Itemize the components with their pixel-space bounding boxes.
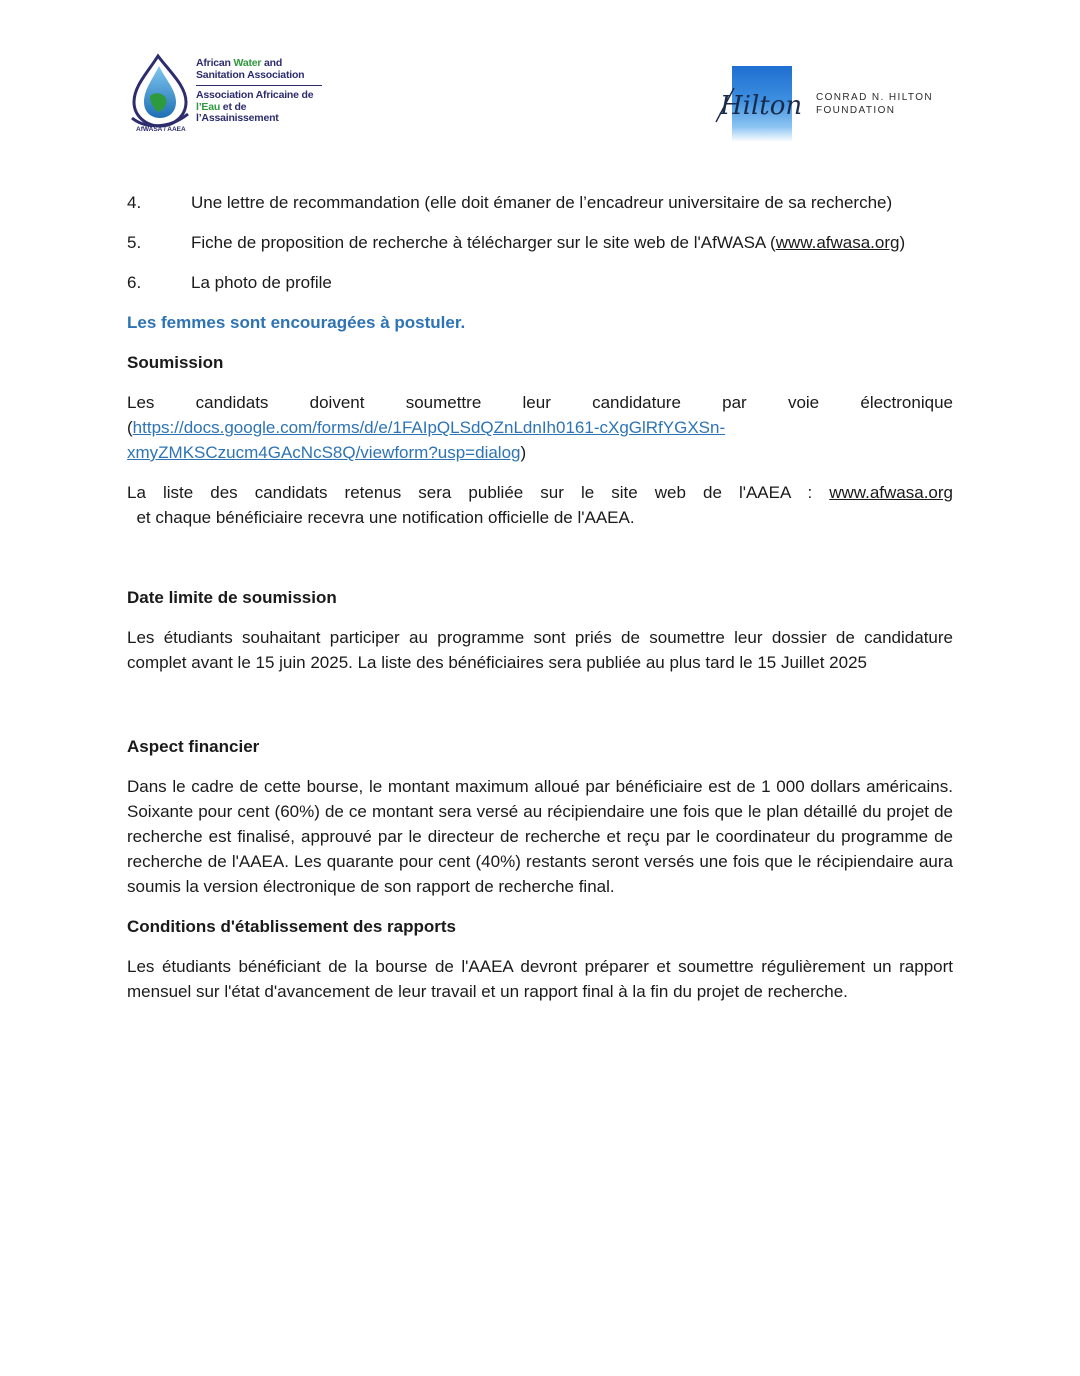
list-number: 6. [127,273,142,292]
list-number: 4. [127,193,142,212]
list-item [127,270,953,295]
afwasa-website-link[interactable]: www.afwasa.org [775,233,900,252]
hilton-script-signature [714,86,814,126]
reporting-paragraph: Les étudiants bénéficiant de la bourse de l'AAEA devront préparer et soumettre régulièrement un rapport mensuel sur l'état d'avancement de leur travail et un rapport final à la fin du projet de recherche. [127,957,953,1001]
document-body [127,190,953,1019]
afwasa-website-link[interactable]: www.afwasa.org [829,483,953,502]
afwasa-wordmark: African Water and Sanitation Association Association Africaine de l’Eau et de l’Assainissement [196,58,328,125]
afwasa-emblem-icon [128,52,192,136]
women-encouraged-note: Les femmes sont encouragées à postuler. [127,313,466,332]
list-text: Une lettre de recommandation (elle doit émaner de l’encadreur universitaire de sa recherche) [191,193,893,212]
selection-paragraph: La liste des candidats retenus sera publiée sur le site web de l'AAEA : www.afwasa.org et chaque bénéficiaire recevra une notification officielle de l'AAEA. [127,483,953,527]
list-item [127,190,953,215]
hilton-foundation-name: CONRAD N. HILTON FOUNDATION [816,92,934,116]
finance-heading: Aspect financier [127,737,260,756]
deadline-paragraph: Les étudiants souhaitant participer au programme sont priés de soumettre leur dossier de candidature complet avant le 15 juin 2025. La liste des bénéficiaires sera publiée au plus tard le 15 Juillet 2025 [127,628,953,672]
hilton-foundation-logo [714,66,954,144]
google-form-link[interactable]: https://docs.google.com/forms/d/e/1FAIpQLSdQZnLdnIh0161-cXgGlRfYGXSn- [132,418,726,437]
finance-paragraph: Dans le cadre de cette bourse, le montant maximum alloué par bénéficiaire est de 1 000 dollars américains. Soixante pour cent (60%) de ce montant sera versé au récipiendaire une fois que le plan détaillé du projet de recherche est finalisé, approuvé par le directeur de recherche et reçu par le coordinateur du programme de recherche de l'AAEA. Les quarante pour cent (40%) restants seront versés une fois que le récipiendaire aura soumis la version électronique de son rapport de recherche final. [127,777,953,896]
afwasa-logo [128,52,328,138]
submission-paragraph: Les candidats doivent soumettre leur candidature par voie électronique (https://docs.google.com/forms/d/e/1FAIpQLSdQZnLdnIh0161-cXgGlRfYGXSn- xmyZMKSCzucm4GAcNcS8Q/viewform?usp=dialog) [127,390,953,465]
list-item [127,230,953,255]
deadline-heading: Date limite de soumission [127,588,337,607]
google-form-link-continued[interactable]: xmyZMKSCzucm4GAcNcS8Q/viewform?usp=dialog [127,443,521,462]
svg-text:Hilton: Hilton [720,91,803,121]
afwasa-tag: AfWASA / AAEA [136,126,186,133]
list-number: 5. [127,233,142,252]
reporting-heading: Conditions d'établissement des rapports [127,917,456,936]
submission-line: Les candidats doivent soumettre leur candidature par voie électronique [127,393,953,412]
submission-heading: Soumission [127,353,224,372]
list-text: La photo de profile [191,273,332,292]
list-text: Fiche de proposition de recherche à télécharger sur le site web de l'AfWASA (www.afwasa.org) [191,233,906,252]
